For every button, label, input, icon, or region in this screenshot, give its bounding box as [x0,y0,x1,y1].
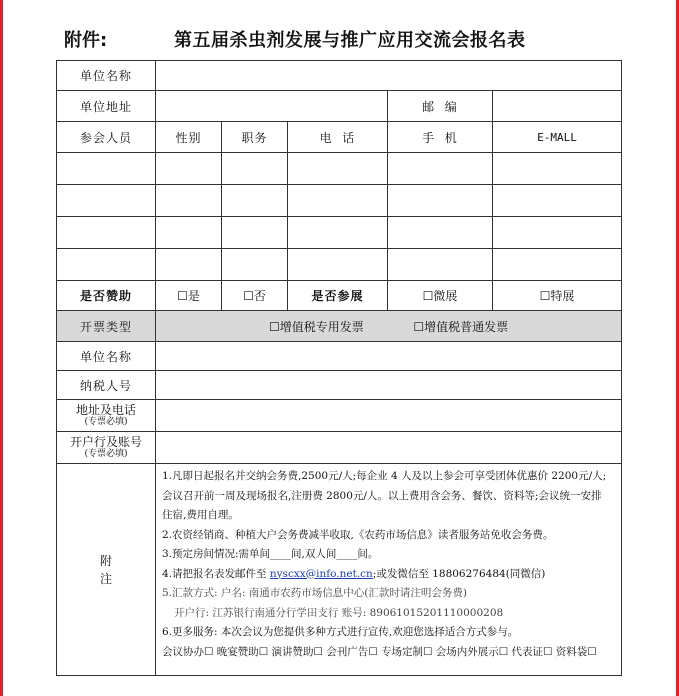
bank-account-note: (专票必填) [84,448,128,459]
attachment-label: 附件: [64,30,108,51]
bank-account-label: 开户行及账号 [69,434,142,449]
exhibit-special-checkbox[interactable]: ☐特展 [493,281,622,311]
invoice-unit-row [57,342,622,371]
sponsor-label: 是否赞助 [57,281,156,311]
gender-header: 性别 [156,122,222,153]
phone-header: 电 话 [288,122,388,153]
attendee-cell[interactable] [493,153,622,185]
unit-name-label: 单位名称 [57,61,156,91]
postcode-field[interactable] [493,91,622,122]
address-phone-label: 地址及电话 [75,402,136,417]
attendee-cell[interactable] [288,153,388,185]
unit-address-row [57,91,622,122]
attendee-row [57,249,622,281]
left-border-line [0,0,3,696]
attendee-cell[interactable] [222,185,288,217]
attendee-cell[interactable] [156,249,222,281]
unit-name-field[interactable] [156,61,622,91]
attendee-cell[interactable] [57,185,156,217]
invoice-type-label: 开票类型 [57,311,156,342]
note-line-6: 6.更多服务: 本次会议为您提供多种方式进行宣传,欢迎您选择适合方式参与。 [162,626,519,638]
attendee-cell[interactable] [288,185,388,217]
attendee-cell[interactable] [493,217,622,249]
note-line-3: 3.预定房间情况:需单间____间,双人间____间。 [162,548,379,560]
note-line-4 [162,565,615,585]
invoice-unit-name-label: 单位名称 [57,342,156,371]
bank-account-field[interactable] [156,432,622,464]
bank-label-cell [57,432,156,464]
unit-name-row [57,61,622,91]
note-line-1c: 住宿,费用自理。 [162,509,239,521]
attendee-cell[interactable] [493,185,622,217]
attendee-cell[interactable] [388,249,493,281]
attendee-cell[interactable] [388,185,493,217]
attendee-header-row [57,122,622,153]
mobile-header: 手 机 [388,122,493,153]
email-header: E-MALL [493,122,622,153]
address-phone-label-cell [57,400,156,432]
attendee-cell[interactable] [57,217,156,249]
attendee-row [57,185,622,217]
invoice-type-row [57,311,622,342]
note-line-2: 2.农资经销商、种植大户会务费减半收取,《农药市场信息》读者服务站免收会务费。 [162,528,554,541]
document-title: 第五届杀虫剂发展与推广应用交流会报名表 [174,30,526,51]
taxpayer-row [57,371,622,400]
taxpayer-field[interactable] [156,371,622,400]
notes-row [57,464,622,676]
notes-label-2: 注 [99,571,112,586]
attendee-cell[interactable] [388,153,493,185]
registration-form-table [56,60,622,676]
note-line-6b[interactable]: 会议协办☐ 晚宴赞助☐ 演讲赞助☐ 会刊广告☐ 专场定制☐ 会场内外展示☐ 代表证☐ 资料袋☐ [162,645,597,658]
attendee-cell[interactable] [222,249,288,281]
invoice-unit-name-field[interactable] [156,342,622,371]
attendee-name-header: 参会人员 [57,122,156,153]
attendee-cell[interactable] [288,249,388,281]
attendee-cell[interactable] [156,153,222,185]
exhibit-label: 是否参展 [288,281,388,311]
address-phone-note: (专票必填) [84,416,128,427]
attendee-row [57,153,622,185]
unit-address-label: 单位地址 [57,91,156,122]
document-header [64,24,659,54]
sponsor-no-checkbox[interactable]: ☐否 [222,281,288,311]
attendee-row [57,217,622,249]
attendee-cell[interactable] [222,153,288,185]
address-phone-field[interactable] [156,400,622,432]
notes-label-1: 附 [99,553,112,568]
attendee-cell[interactable] [388,217,493,249]
attendee-cell[interactable] [156,217,222,249]
exhibit-micro-checkbox[interactable]: ☐微展 [388,281,493,311]
note-line-5b: 开户行: 江苏银行南通分行学田支行 账号: 89061015201110000208 [174,606,504,619]
note-line-4-suffix: ;或发微信至 18806276484(同微信) [372,567,546,580]
attendee-cell[interactable] [493,249,622,281]
notes-content [156,464,622,676]
attendee-cell[interactable] [156,185,222,217]
address-phone-row [57,400,622,432]
note-line-5: 5.汇款方式: 户名: 南通市农药市场信息中心(汇款时请注明会务费) [162,587,467,599]
unit-address-field[interactable] [156,91,388,122]
sponsor-exhibit-row [57,281,622,311]
vat-special-checkbox[interactable]: ☐增值税专用发票 [268,319,364,334]
invoice-type-options [156,311,622,342]
taxpayer-label: 纳税人号 [57,371,156,400]
position-header: 职务 [222,122,288,153]
notes-label-cell [57,464,156,676]
attendee-cell[interactable] [57,153,156,185]
postcode-label: 邮 编 [388,91,493,122]
attendee-cell[interactable] [288,217,388,249]
email-link[interactable]: nyscxx@info.net.cn [269,567,373,580]
bank-account-row [57,432,622,464]
attendee-cell[interactable] [222,217,288,249]
sponsor-yes-checkbox[interactable]: ☐是 [156,281,222,311]
note-line-4-prefix: 4.请把报名表发邮件至 [162,567,270,580]
note-line-1b: 会议召开前一周及现场报名,注册费 2800元/人。以上费用含会务、餐饮、资料等;会议统一安排 [162,489,602,502]
attendee-cell[interactable] [57,249,156,281]
note-line-1a: 1.凡即日起报名并交纳会务费,2500元/人;每企业 4 人及以上参会可享受团体优惠价 2200元/人; [162,470,607,482]
vat-normal-checkbox[interactable]: ☐增值税普通发票 [413,319,509,334]
